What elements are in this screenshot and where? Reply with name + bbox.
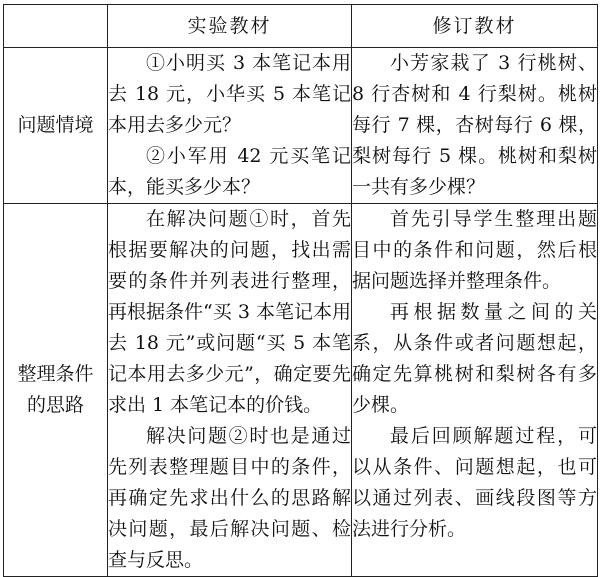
row-label-line: 的思路 [26, 394, 84, 416]
cell-revised-problem [352, 48, 598, 204]
header-revised-textbook: 修订教材 [352, 5, 598, 48]
cell-experimental-thinking [108, 204, 352, 577]
row-label-organizing-thinking [4, 204, 108, 577]
table-row-problem-situation [4, 48, 598, 204]
header-corner [4, 5, 108, 48]
row-label-line: 整理条件 [17, 363, 94, 385]
paragraph: 小芳家栽了 3 行桃树、8 行杏树和 4 行梨树。桃树每行 7 棵，杏树每行 6 棵，梨树每行 5 棵。桃树和梨树一共有多少棵？ [352, 52, 597, 198]
paragraph: 再根据数量之间的关系，从条件或者问题想起，确定先算桃树和梨树各有多少棵。 [352, 301, 597, 416]
paragraph: 在解决问题①时，首先根据要解决的问题，找出需要的条件并列表进行整理，再根据条件“买 3 本笔记本用去 18 元”或问题“买 5 本笔记本用去多少元”，确定要先求出 1 本笔记本的价钱。 [108, 208, 351, 416]
row-label-line: 问题情境 [17, 114, 94, 136]
cell-experimental-problem [108, 48, 352, 204]
paragraph: 首先引导学生整理出题目中的条件和问题，然后根据问题选择并整理条件。 [352, 208, 597, 292]
header-experimental-textbook: 实验教材 [108, 5, 352, 48]
paragraph: 最后回顾解题过程，可以从条件、问题想起，也可以通过列表、画线段图等方法进行分析。 [352, 425, 597, 540]
row-label-problem-situation [4, 48, 108, 204]
paragraph: 解决问题②时也是通过先列表整理题目中的条件，再确定先求出什么的思路解决问题，最后解决问题、检查与反思。 [108, 425, 351, 571]
comparison-table [3, 4, 598, 577]
cell-revised-thinking [352, 204, 598, 577]
header-row [4, 5, 598, 48]
paragraph: ①小明买 3 本笔记本用去 18 元，小华买 5 本笔记本用去多少元？ [108, 52, 351, 136]
paragraph: ②小军用 42 元买笔记本，能买多少本？ [108, 145, 351, 198]
table-row-organizing-thinking [4, 204, 598, 577]
